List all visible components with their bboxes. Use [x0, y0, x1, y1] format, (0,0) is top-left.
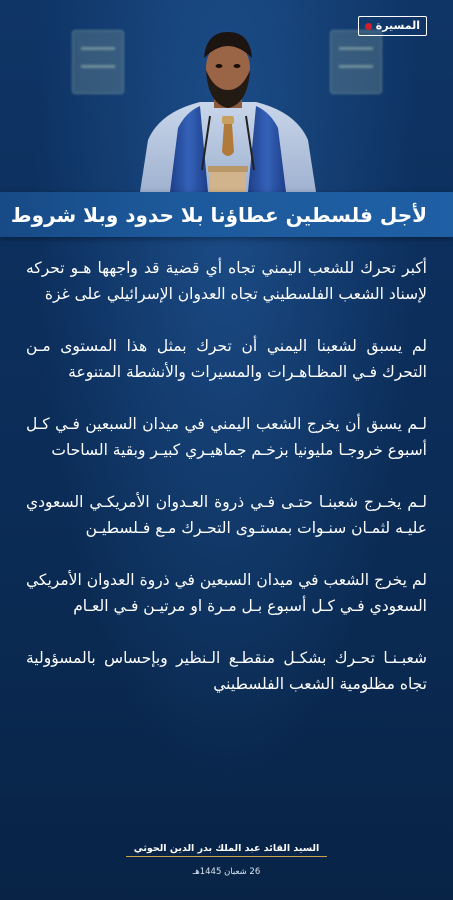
logo-dot-icon	[365, 23, 372, 30]
page-title: لأجل فلسطين عطاؤنا بلا حدود وبلا شروط	[10, 202, 427, 227]
speech-date: 26 شعبان 1445هـ	[192, 867, 261, 877]
attribution	[0, 836, 453, 877]
title-banner	[0, 192, 453, 237]
quote-paragraph-5: لم يخرج الشعب في ميدان السبعين في ذروة العدوان الأمريكي السعودي فـي كـل أسبوع بـل مـرة او مرتيـن فـي العـام	[26, 571, 427, 615]
wall-banner-left	[72, 30, 124, 94]
quote-paragraph-6: شعبـنـا تحـرك بشكـل منقطـع الـنظير وبإحساس بالمسؤولية تجاه مظلومية الشعب الفلسطيني	[26, 649, 427, 693]
quote-paragraph-2: لم يسبق لشعبنا اليمني أن تحرك بمثل هذا المستوى مـن التحرك فـي المظـاهـرات والمسيرات والأنشطة المتنوعة	[26, 337, 427, 381]
quote-paragraph-3: لـم يسبق أن يخرج الشعب اليمني في ميدان السبعين فـي كـل أسبوع خروجـا مليونيا بزخـم جماهيـري كبيـر وبقية الساحات	[26, 415, 427, 459]
quotes-list	[26, 255, 427, 723]
wall-banner-right	[330, 30, 382, 94]
channel-logo	[358, 16, 427, 36]
quote-paragraph-1: أكبر تحرك للشعب اليمني تجاه أي قضية قد واجهها هـو تحركه لإسناد الشعب الفلسطيني تجاه العدوان الإسرائيلي على غزة	[26, 259, 427, 303]
logo-text: المسيرة	[375, 19, 420, 32]
speaker-figure	[130, 20, 326, 192]
speaker-name: السيد القائد عبد الملك بدر الدين الحوثي	[126, 843, 328, 857]
quote-paragraph-4: لـم يخـرج شعبنـا حتـى فـي ذروة العـدوان الأمريكـي السعودي عليـه لثمـان سنـوات بمستـوى التحـرك مـع فـلسطيـن	[26, 493, 427, 537]
speaker-photo	[0, 0, 453, 192]
